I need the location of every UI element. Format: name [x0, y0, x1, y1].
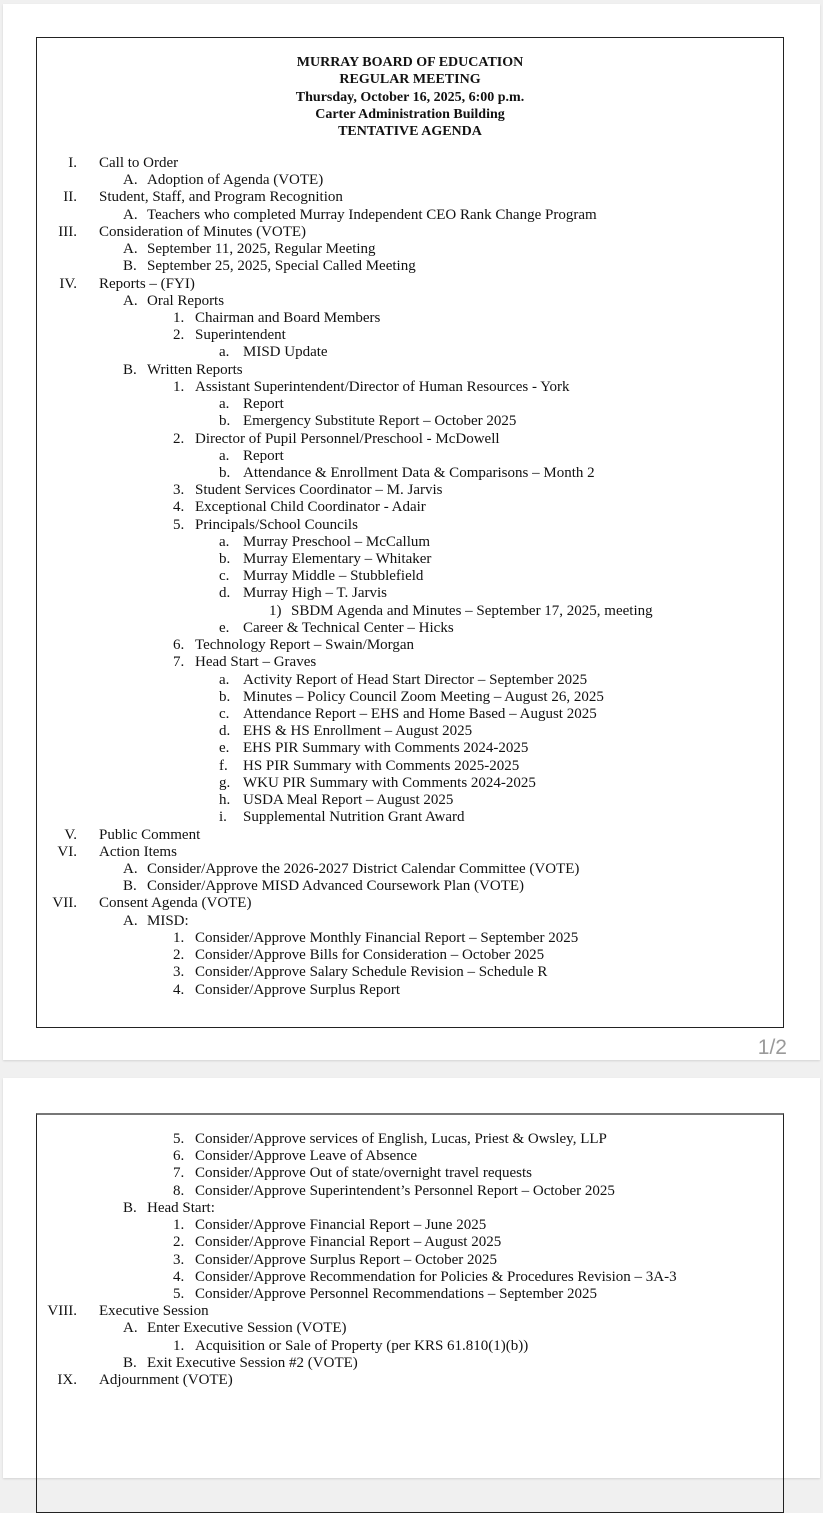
item-marker: d.	[219, 723, 231, 740]
agenda-item	[37, 740, 783, 757]
item-marker: VII.	[52, 895, 77, 912]
item-text: Adjournment (VOTE)	[99, 1372, 233, 1389]
agenda-item	[37, 964, 783, 981]
item-text: Consider/Approve Salary Schedule Revision – Schedule R	[195, 964, 548, 981]
agenda-item	[37, 396, 783, 413]
item-text: Exceptional Child Coordinator - Adair	[195, 499, 426, 516]
item-marker: 4.	[173, 499, 185, 516]
item-marker: A.	[123, 1320, 138, 1337]
agenda-item	[37, 241, 783, 258]
item-text: Consider/Approve Financial Report – August 2025	[195, 1234, 502, 1251]
item-marker: 1.	[173, 1217, 185, 1234]
agenda-item	[37, 603, 783, 620]
agenda-item	[37, 758, 783, 775]
item-text: Assistant Superintendent/Director of Human Resources - York	[195, 378, 570, 395]
item-marker: 5.	[173, 516, 185, 533]
agenda-item	[37, 809, 783, 826]
agenda-item	[37, 895, 783, 912]
item-marker: a.	[219, 671, 230, 688]
header-line: Carter Administration Building	[315, 106, 505, 122]
agenda-item	[37, 172, 783, 189]
item-marker: 7.	[173, 654, 185, 671]
agenda-item	[37, 982, 783, 999]
agenda-item	[37, 827, 783, 844]
item-text: Report	[243, 447, 284, 464]
agenda-item	[37, 568, 783, 585]
item-marker: 5.	[173, 1285, 185, 1302]
item-text: Written Reports	[147, 361, 243, 378]
item-marker: A.	[123, 860, 138, 877]
item-marker: d.	[219, 585, 231, 602]
agenda-item	[37, 155, 783, 172]
item-marker: 1)	[269, 602, 282, 619]
header-line: MURRAY BOARD OF EDUCATION	[296, 55, 524, 70]
agenda-item	[37, 1355, 783, 1372]
agenda-item	[37, 224, 783, 241]
item-text: Superintendent	[195, 327, 286, 344]
item-marker: A.	[123, 292, 138, 309]
item-text: Adoption of Agenda (VOTE)	[147, 172, 324, 189]
item-marker: A.	[123, 912, 138, 929]
item-marker: 1.	[173, 929, 185, 946]
agenda-item	[37, 1234, 783, 1251]
item-text: September 11, 2025, Regular Meeting	[147, 241, 376, 258]
agenda-item	[37, 517, 783, 534]
item-marker: V.	[64, 826, 77, 843]
agenda-frame	[36, 37, 784, 1028]
agenda-item	[37, 1217, 783, 1234]
item-marker: g.	[219, 774, 231, 791]
agenda-item	[37, 654, 783, 671]
agenda-list	[37, 1131, 783, 1389]
item-marker: IX.	[57, 1372, 77, 1389]
item-text: Consider/Approve services of English, Lucas, Priest & Owsley, LLP	[195, 1131, 607, 1147]
item-marker: a.	[219, 344, 230, 361]
item-text: Career & Technical Center – Hicks	[243, 619, 454, 636]
item-text: Director of Pupil Personnel/Preschool - McDowell	[195, 430, 500, 447]
item-text: Consent Agenda (VOTE)	[99, 895, 252, 912]
item-marker: 2.	[173, 430, 185, 447]
item-text: MISD Update	[243, 344, 328, 361]
item-text: WKU PIR Summary with Comments 2024-2025	[243, 774, 536, 791]
agenda-item	[37, 775, 783, 792]
item-text: Attendance & Enrollment Data & Comparisons – Month 2	[243, 464, 595, 481]
agenda-item	[37, 792, 783, 809]
item-marker: a.	[219, 447, 230, 464]
agenda-item	[37, 1148, 783, 1165]
item-marker: 1.	[173, 378, 185, 395]
item-text: Activity Report of Head Start Director – September 2025	[243, 671, 588, 688]
agenda-item	[37, 1200, 783, 1217]
item-marker: 6.	[173, 1148, 185, 1165]
item-marker: IV.	[59, 275, 77, 292]
agenda-item	[37, 310, 783, 327]
item-marker: 8.	[173, 1182, 185, 1199]
agenda-item	[37, 878, 783, 895]
item-text: Action Items	[99, 843, 177, 860]
item-text: Consider/Approve Superintendent’s Personnel Report – October 2025	[195, 1182, 615, 1199]
item-text: Consider/Approve Financial Report – June 2025	[195, 1217, 487, 1234]
item-text: Teachers who completed Murray Independent CEO Rank Change Program	[147, 206, 597, 223]
agenda-item	[37, 672, 783, 689]
item-marker: c.	[219, 568, 230, 585]
item-marker: 1.	[173, 1337, 185, 1354]
item-text: Murray Middle – Stubblefield	[243, 568, 424, 585]
item-marker: b.	[219, 464, 231, 481]
item-text: Technology Report – Swain/Morgan	[195, 637, 415, 654]
item-text: Public Comment	[99, 826, 201, 843]
item-marker: B.	[123, 878, 137, 895]
item-text: EHS & HS Enrollment – August 2025	[243, 723, 473, 740]
item-text: Consider/Approve Out of state/overnight travel requests	[195, 1165, 533, 1182]
item-text: Chairman and Board Members	[195, 309, 381, 326]
item-text: Consider/Approve Personnel Recommendations – September 2025	[195, 1285, 598, 1302]
item-text: Consider/Approve MISD Advanced Coursework Plan (VOTE)	[147, 878, 525, 895]
item-text: Report	[243, 396, 284, 413]
agenda-item	[37, 620, 783, 637]
agenda-item	[37, 844, 783, 861]
item-text: Consider/Approve Monthly Financial Report – September 2025	[195, 929, 579, 946]
agenda-item	[37, 465, 783, 482]
item-marker: VIII.	[47, 1303, 77, 1320]
agenda-item	[37, 1269, 783, 1286]
item-text: EHS PIR Summary with Comments 2024-2025	[243, 740, 529, 757]
item-text: Murray High – T. Jarvis	[243, 585, 388, 602]
agenda-item	[37, 1338, 783, 1355]
item-marker: II.	[63, 189, 77, 206]
agenda-item	[37, 723, 783, 740]
agenda-item	[37, 551, 783, 568]
item-marker: 3.	[173, 482, 185, 499]
item-text: Consideration of Minutes (VOTE)	[99, 223, 307, 240]
agenda-item	[37, 1183, 783, 1200]
item-marker: I.	[68, 155, 77, 171]
item-marker: VI.	[57, 843, 77, 860]
agenda-item	[37, 1320, 783, 1337]
agenda-item	[37, 585, 783, 602]
item-marker: 7.	[173, 1165, 185, 1182]
item-marker: e.	[219, 619, 230, 636]
agenda-item	[37, 258, 783, 275]
item-text: Murray Preschool – McCallum	[243, 533, 431, 550]
item-text: Consider/Approve Recommendation for Policies & Procedures Revision – 3A-3	[195, 1268, 677, 1285]
item-text: Enter Executive Session (VOTE)	[147, 1320, 347, 1337]
item-marker: b.	[219, 413, 231, 430]
agenda-item	[37, 293, 783, 310]
item-text: Head Start:	[147, 1199, 215, 1216]
item-text: Consider/Approve Surplus Report – October 2025	[195, 1251, 498, 1268]
item-marker: 3.	[173, 964, 185, 981]
agenda-item	[37, 637, 783, 654]
item-text: Consider/Approve Bills for Consideration – October 2025	[195, 947, 545, 964]
agenda-item	[37, 1303, 783, 1320]
item-marker: A.	[123, 206, 138, 223]
agenda-item	[37, 1252, 783, 1269]
item-marker: 4.	[173, 1268, 185, 1285]
item-text: Head Start – Graves	[195, 654, 317, 671]
item-marker: i.	[219, 809, 227, 826]
item-marker: a.	[219, 533, 230, 550]
item-text: SBDM Agenda and Minutes – September 17, 2025, meeting	[291, 602, 653, 619]
agenda-item	[37, 534, 783, 551]
item-marker: III.	[58, 223, 77, 240]
item-text: Call to Order	[99, 155, 179, 171]
item-marker: h.	[219, 792, 231, 809]
item-marker: 1.	[173, 309, 185, 326]
agenda-item	[37, 706, 783, 723]
item-text: Consider/Approve the 2026-2027 District Calendar Committee (VOTE)	[147, 860, 580, 877]
item-text: MISD:	[147, 912, 189, 929]
agenda-item	[37, 913, 783, 930]
agenda-item	[37, 379, 783, 396]
agenda-item	[37, 482, 783, 499]
agenda-item	[37, 1286, 783, 1303]
agenda-item	[37, 413, 783, 430]
document-page-1	[3, 4, 820, 1060]
agenda-item	[37, 947, 783, 964]
document-page-2	[3, 1078, 820, 1478]
item-text: Reports – (FYI)	[99, 275, 195, 292]
item-marker: B.	[123, 258, 137, 275]
item-marker: a.	[219, 396, 230, 413]
item-text: Student, Staff, and Program Recognition	[99, 189, 343, 206]
item-text: Principals/School Councils	[195, 516, 358, 533]
item-marker: c.	[219, 706, 230, 722]
item-text: Exit Executive Session #2 (VOTE)	[147, 1354, 358, 1371]
item-text: Minutes – Policy Council Zoom Meeting – August 26, 2025	[243, 688, 604, 705]
item-text: Executive Session	[99, 1303, 209, 1320]
item-text: HS PIR Summary with Comments 2025-2025	[243, 757, 520, 774]
item-text: Consider/Approve Leave of Absence	[195, 1148, 418, 1165]
header-line: Thursday, October 16, 2025, 6:00 p.m.	[295, 89, 525, 105]
item-marker: 2.	[173, 1234, 185, 1251]
agenda-item	[37, 448, 783, 465]
page-indicator: 1/2	[757, 1036, 787, 1059]
item-marker: e.	[219, 740, 230, 757]
agenda-item	[37, 327, 783, 344]
agenda-item	[37, 1372, 783, 1389]
agenda-item	[37, 362, 783, 379]
item-marker: A.	[123, 241, 138, 258]
item-text: Oral Reports	[147, 292, 225, 309]
agenda-item	[37, 207, 783, 224]
item-marker: 3.	[173, 1251, 185, 1268]
item-text: Acquisition or Sale of Property (per KRS 61.810(1)(b))	[195, 1337, 529, 1354]
agenda-item	[37, 1131, 783, 1148]
item-marker: 4.	[173, 981, 185, 998]
item-text: USDA Meal Report – August 2025	[243, 792, 454, 809]
item-marker: b.	[219, 551, 231, 568]
agenda-item	[37, 1165, 783, 1182]
item-marker: 2.	[173, 327, 185, 344]
item-marker: 6.	[173, 637, 185, 654]
header-line: REGULAR MEETING	[339, 72, 481, 88]
item-text: Emergency Substitute Report – October 2025	[243, 413, 517, 430]
agenda-item	[37, 431, 783, 448]
agenda-item	[37, 344, 783, 361]
item-marker: f.	[219, 757, 228, 774]
header-line: TENTATIVE AGENDA	[338, 124, 482, 140]
item-marker: A.	[123, 172, 138, 189]
agenda-item	[37, 276, 783, 293]
item-marker: b.	[219, 688, 231, 705]
agenda-item	[37, 689, 783, 706]
agenda-header	[37, 54, 783, 140]
agenda-frame	[36, 1113, 784, 1513]
item-text: Consider/Approve Surplus Report	[195, 981, 400, 998]
agenda-item	[37, 189, 783, 206]
item-text: Murray Elementary – Whitaker	[243, 551, 432, 568]
item-marker: B.	[123, 1199, 137, 1216]
agenda-item	[37, 499, 783, 516]
item-marker: B.	[123, 361, 137, 378]
item-marker: 5.	[173, 1131, 185, 1147]
agenda-item	[37, 861, 783, 878]
item-text: September 25, 2025, Special Called Meeting	[147, 258, 416, 275]
agenda-item	[37, 930, 783, 947]
item-marker: 2.	[173, 947, 185, 964]
item-text: Attendance Report – EHS and Home Based – August 2025	[243, 706, 597, 722]
item-text: Student Services Coordinator – M. Jarvis	[195, 482, 443, 499]
agenda-list	[37, 155, 783, 999]
item-text: Supplemental Nutrition Grant Award	[243, 809, 465, 826]
item-marker: B.	[123, 1354, 137, 1371]
